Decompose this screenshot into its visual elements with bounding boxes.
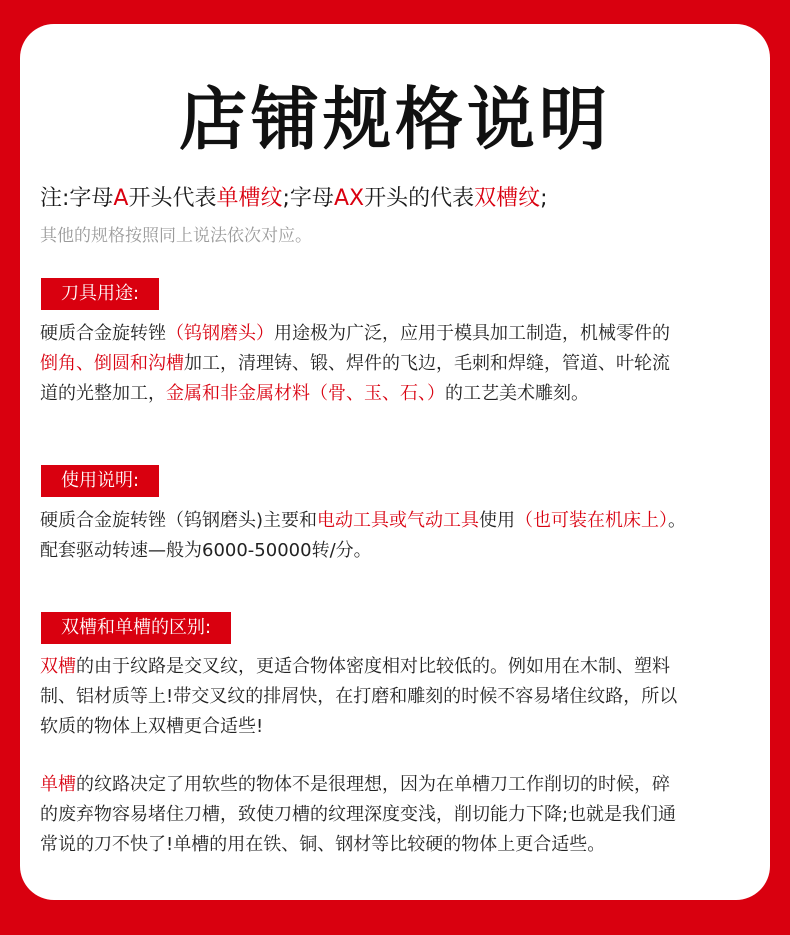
text-seg: 加工，清理铸、锻、焊件的飞边，毛刺和焊缝，管道、叶轮流 [184, 353, 670, 374]
text-line [40, 800, 752, 830]
text-seg: （钨钢磨头） [166, 323, 274, 344]
text-seg: 道的光整加工， [40, 383, 166, 404]
text-line [40, 712, 752, 742]
text-seg: 金属和非金属材料（骨、玉、石、） [166, 383, 445, 404]
text-seg: 软质的物体上双槽更合适些! [40, 716, 264, 737]
text-line [40, 652, 752, 682]
text-seg: 用途极为广泛，应用于模具加工制造，机械零件的 [274, 323, 670, 344]
note-seg: 双槽纹 [474, 186, 541, 211]
text-seg: 。 [668, 510, 687, 531]
text-seg: 的纹路决定了用软些的物体不是很理想，因为在单槽刀工作削切的时候，碎 [76, 774, 670, 795]
spec-card [20, 24, 770, 900]
instructions-paragraph [40, 506, 752, 566]
note-seg: 开头的代表 [364, 186, 475, 211]
section-label-instructions: 使用说明: [41, 465, 159, 497]
note-line-2: 其他的规格按照同上说法依次对应。 [40, 226, 312, 246]
text-line [40, 379, 752, 409]
text-seg: 的工艺美术雕刻。 [445, 383, 589, 404]
page-title: 店铺规格说明 [178, 81, 611, 160]
text-seg: 硬质合金旋转锉 [40, 323, 166, 344]
text-seg: 硬质合金旋转锉（钨钢磨头)主要和 [40, 510, 318, 531]
text-seg: 单槽 [40, 774, 76, 795]
text-line [40, 536, 752, 566]
text-line [40, 682, 752, 712]
text-line [40, 770, 752, 800]
single-groove-paragraph [40, 770, 752, 860]
note-line-1 [40, 184, 548, 214]
note-seg: 注:字母 [40, 186, 114, 211]
text-seg: 配套驱动转速—般为6000-50000转/分。 [40, 540, 372, 561]
text-line [40, 830, 752, 860]
text-seg: （也可装在机床上） [515, 510, 669, 531]
text-line [40, 349, 752, 379]
double-groove-paragraph [40, 652, 752, 742]
text-seg: 倒角、倒圆和沟槽 [40, 353, 184, 374]
note-seg: ;字母 [282, 186, 334, 211]
text-seg: 的废弃物容易堵住刀槽，致使刀槽的纹理深度变浅，削切能力下降;也就是我们通 [40, 804, 677, 825]
note-seg: 单槽纹 [216, 186, 283, 211]
section-label-usage: 刀具用途: [41, 278, 159, 310]
text-seg: 双槽 [40, 656, 76, 677]
text-seg: 的由于纹路是交叉纹，更适合物体密度相对比较低的。例如用在木制、塑料 [76, 656, 670, 677]
text-seg: 电动工具或气动工具 [317, 510, 480, 531]
text-line [40, 506, 752, 536]
text-line [40, 319, 752, 349]
section-label-difference: 双槽和单槽的区别: [41, 612, 231, 644]
text-seg: 常说的刀不快了!单槽的用在铁、铜、钢材等比较硬的物体上更合适些。 [40, 834, 606, 855]
note-seg: ; [540, 186, 548, 211]
note-seg: A [113, 186, 129, 211]
note-seg: 开头代表 [128, 186, 217, 211]
note-seg: AX [333, 186, 365, 211]
text-seg: 制、铝材质等上!带交叉纹的排屑快，在打磨和雕刻的时候不容易堵住纹路，所以 [40, 686, 678, 707]
text-seg: 使用 [479, 510, 516, 531]
usage-paragraph [40, 319, 752, 409]
